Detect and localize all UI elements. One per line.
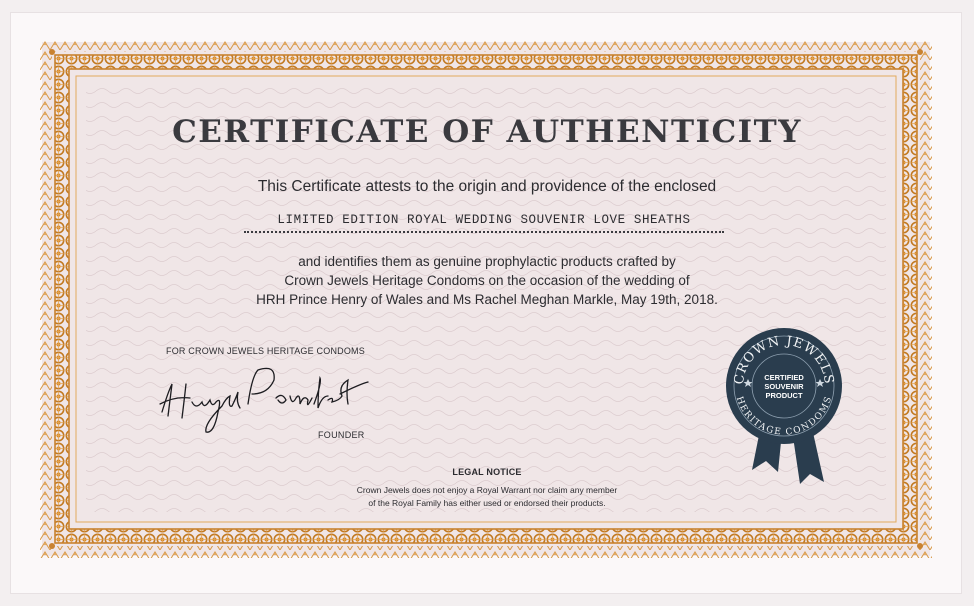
seal-bottom-text: HERITAGE CONDOMS	[733, 395, 835, 438]
seal-center-line-1: CERTIFIED	[764, 373, 804, 382]
signature-role: FOUNDER	[318, 430, 365, 440]
seal-center-line-2: SOUVENIR	[764, 382, 804, 391]
legal-notice-line-2: of the Royal Family has either used or endorsed their products.	[368, 498, 606, 508]
seal-top-text: CROWN JEWELS	[731, 333, 837, 386]
legal-notice-heading: LEGAL NOTICE	[452, 467, 522, 477]
legal-notice-line-1: Crown Jewels does not enjoy a Royal Warrant nor claim any member	[356, 485, 618, 495]
body-line-2: Crown Jewels Heritage Condoms on the occasion of the wedding of	[284, 273, 690, 288]
certificate-title: CERTIFICATE OF AUTHENTICITY	[172, 114, 802, 150]
attests-line: This Certificate attests to the origin and providence of the enclosed	[257, 178, 717, 195]
signature-for-line: FOR CROWN JEWELS HERITAGE CONDOMS	[166, 346, 365, 356]
product-name: LIMITED EDITION ROYAL WEDDING SOUVENIR LOVE SHEATHS	[244, 213, 724, 233]
body-line-3: HRH Prince Henry of Wales and Ms Rachel Meghan Markle, May 19th, 2018.	[256, 292, 718, 307]
body-line-1: and identifies them as genuine prophylactic products crafted by	[298, 254, 676, 269]
seal-center-line-3: PRODUCT	[765, 391, 803, 400]
